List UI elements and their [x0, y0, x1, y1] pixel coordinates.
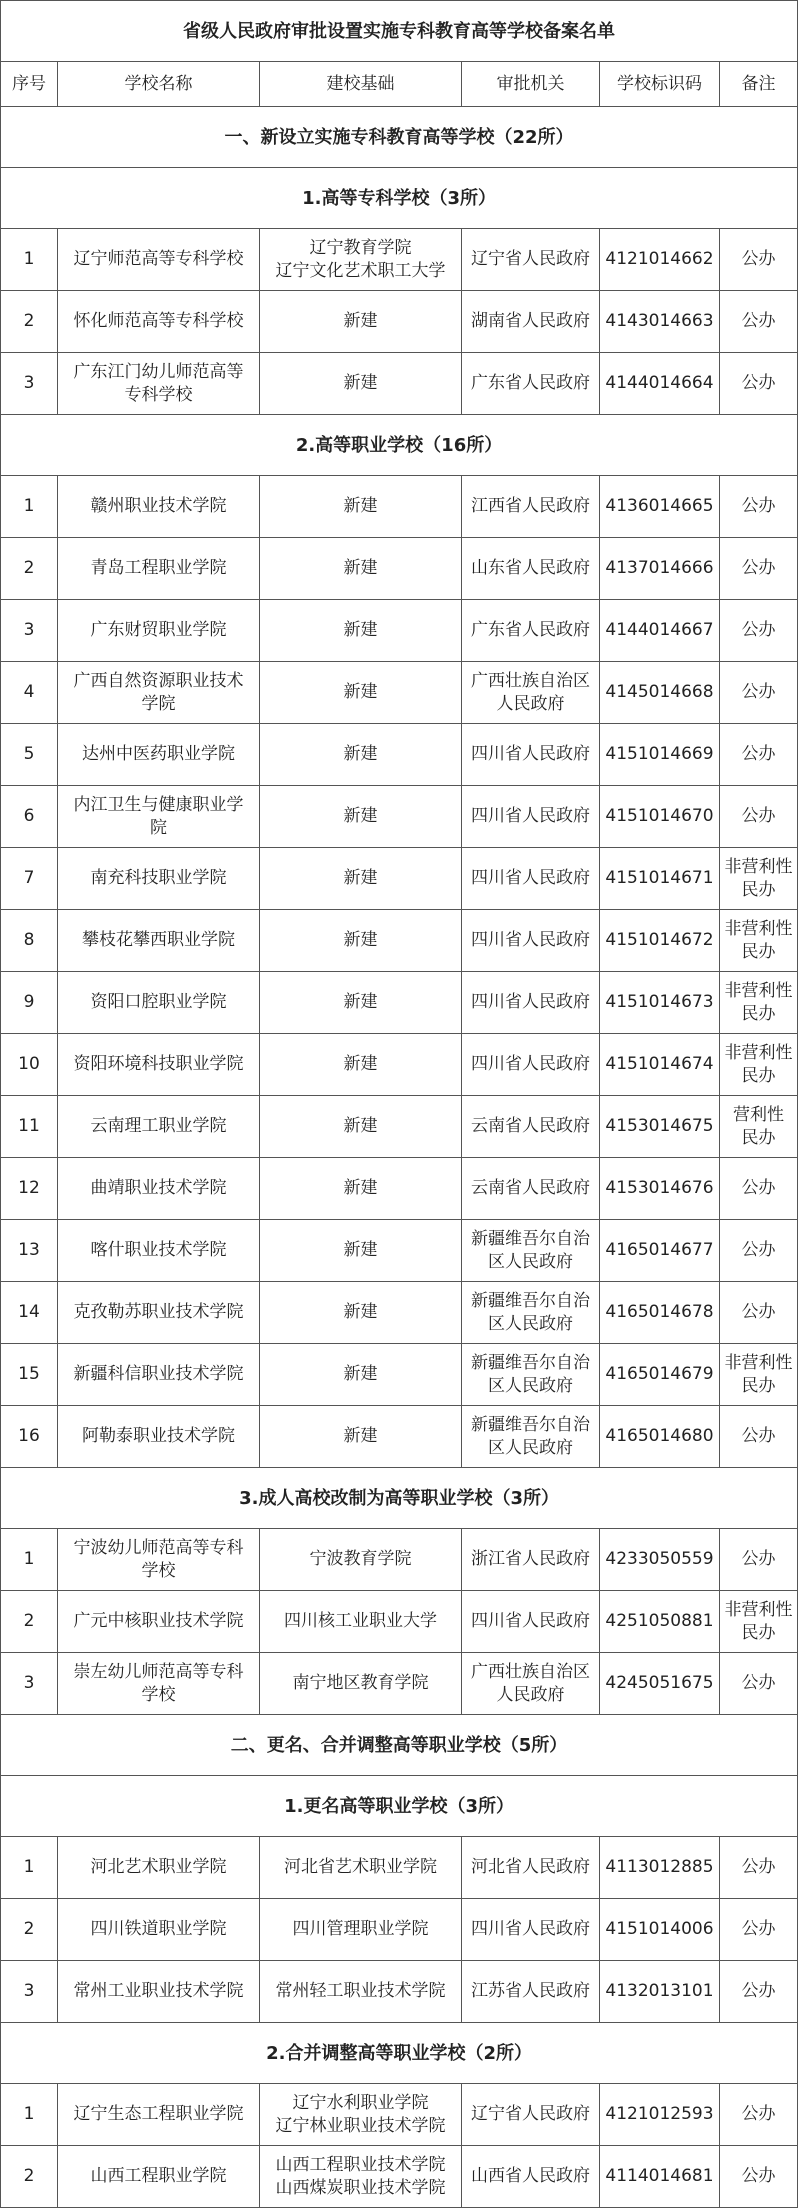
cell-approval-authority: 江苏省人民政府: [462, 1961, 600, 2023]
cell-school-code: 4245051675: [600, 1653, 720, 1715]
table-row: [1, 1282, 798, 1344]
table-title: 省级人民政府审批设置实施专科教育高等学校备案名单: [1, 1, 798, 62]
cell-remarks: 公办: [720, 1653, 798, 1715]
cell-row-index: 1: [1, 1837, 58, 1899]
cell-approval-authority: 广西壮族自治区 人民政府: [462, 662, 600, 724]
cell-row-index: 7: [1, 848, 58, 910]
cell-school-name: 常州工业职业技术学院: [58, 1961, 260, 2023]
table-row: [1, 1096, 798, 1158]
cell-row-index: 3: [1, 1961, 58, 2023]
cell-founding-basis: 新建: [260, 910, 462, 972]
cell-founding-basis: 辽宁教育学院 辽宁文化艺术职工大学: [260, 229, 462, 291]
cell-approval-authority: 新疆维吾尔自治 区人民政府: [462, 1220, 600, 1282]
cell-school-name: 云南理工职业学院: [58, 1096, 260, 1158]
cell-remarks: 公办: [720, 1529, 798, 1591]
cell-school-name: 阿勒泰职业技术学院: [58, 1406, 260, 1468]
cell-row-index: 2: [1, 291, 58, 353]
cell-row-index: 2: [1, 2146, 58, 2208]
cell-school-code: 4153014676: [600, 1158, 720, 1220]
cell-founding-basis: 新建: [260, 1034, 462, 1096]
cell-school-code: 4165014680: [600, 1406, 720, 1468]
cell-remarks: 公办: [720, 1220, 798, 1282]
cell-approval-authority: 四川省人民政府: [462, 1591, 600, 1653]
cell-founding-basis: 山西工程职业技术学院 山西煤炭职业技术学院: [260, 2146, 462, 2208]
cell-school-code: 4151014670: [600, 786, 720, 848]
subsection-heading: 2.合并调整高等职业学校（2所）: [1, 2023, 798, 2084]
cell-school-name: 怀化师范高等专科学校: [58, 291, 260, 353]
table-row: [1, 1961, 798, 2023]
column-header-remarks: 备注: [720, 62, 798, 107]
cell-remarks: 公办: [720, 353, 798, 415]
cell-row-index: 2: [1, 1899, 58, 1961]
cell-row-index: 13: [1, 1220, 58, 1282]
subsection-heading: 2.高等职业学校（16所）: [1, 415, 798, 476]
cell-founding-basis: 新建: [260, 972, 462, 1034]
cell-approval-authority: 辽宁省人民政府: [462, 229, 600, 291]
cell-founding-basis: 四川管理职业学院: [260, 1899, 462, 1961]
cell-remarks: 公办: [720, 1961, 798, 2023]
cell-founding-basis: 新建: [260, 1282, 462, 1344]
cell-row-index: 10: [1, 1034, 58, 1096]
table-row: [1, 229, 798, 291]
cell-school-code: 4137014666: [600, 538, 720, 600]
cell-founding-basis: 河北省艺术职业学院: [260, 1837, 462, 1899]
cell-remarks: 公办: [720, 1837, 798, 1899]
subsection-row: [1, 415, 798, 476]
cell-school-name: 新疆科信职业技术学院: [58, 1344, 260, 1406]
table-row: [1, 1406, 798, 1468]
column-header-school-name: 学校名称: [58, 62, 260, 107]
cell-remarks: 非营利性 民办: [720, 910, 798, 972]
cell-row-index: 12: [1, 1158, 58, 1220]
cell-school-code: 4151014006: [600, 1899, 720, 1961]
cell-row-index: 2: [1, 538, 58, 600]
cell-approval-authority: 四川省人民政府: [462, 848, 600, 910]
cell-approval-authority: 山东省人民政府: [462, 538, 600, 600]
cell-remarks: 公办: [720, 2084, 798, 2146]
cell-approval-authority: 云南省人民政府: [462, 1096, 600, 1158]
cell-founding-basis: 新建: [260, 662, 462, 724]
section-heading: 二、更名、合并调整高等职业学校（5所）: [1, 1715, 798, 1776]
cell-row-index: 14: [1, 1282, 58, 1344]
cell-school-code: 4233050559: [600, 1529, 720, 1591]
cell-row-index: 16: [1, 1406, 58, 1468]
table-row: [1, 600, 798, 662]
cell-school-code: 4151014674: [600, 1034, 720, 1096]
table-row: [1, 1158, 798, 1220]
cell-remarks: 公办: [720, 724, 798, 786]
cell-row-index: 8: [1, 910, 58, 972]
table-row: [1, 476, 798, 538]
cell-remarks: 公办: [720, 291, 798, 353]
cell-remarks: 公办: [720, 600, 798, 662]
cell-remarks: 公办: [720, 1406, 798, 1468]
cell-school-name: 宁波幼儿师范高等专科 学校: [58, 1529, 260, 1591]
cell-row-index: 3: [1, 1653, 58, 1715]
table-row: [1, 1653, 798, 1715]
cell-school-name: 四川铁道职业学院: [58, 1899, 260, 1961]
cell-school-code: 4121014662: [600, 229, 720, 291]
cell-remarks: 非营利性 民办: [720, 1591, 798, 1653]
cell-approval-authority: 湖南省人民政府: [462, 291, 600, 353]
cell-approval-authority: 浙江省人民政府: [462, 1529, 600, 1591]
cell-founding-basis: 常州轻工职业技术学院: [260, 1961, 462, 2023]
cell-row-index: 1: [1, 229, 58, 291]
cell-remarks: 公办: [720, 476, 798, 538]
table-row: [1, 2084, 798, 2146]
cell-row-index: 3: [1, 353, 58, 415]
cell-approval-authority: 四川省人民政府: [462, 724, 600, 786]
cell-school-name: 广东江门幼儿师范高等 专科学校: [58, 353, 260, 415]
table-row: [1, 662, 798, 724]
cell-approval-authority: 广东省人民政府: [462, 600, 600, 662]
column-header-approval-authority: 审批机关: [462, 62, 600, 107]
cell-school-name: 南充科技职业学院: [58, 848, 260, 910]
cell-founding-basis: 新建: [260, 786, 462, 848]
cell-remarks: 公办: [720, 1158, 798, 1220]
cell-approval-authority: 四川省人民政府: [462, 1899, 600, 1961]
cell-founding-basis: 新建: [260, 353, 462, 415]
cell-approval-authority: 山西省人民政府: [462, 2146, 600, 2208]
cell-approval-authority: 新疆维吾尔自治 区人民政府: [462, 1406, 600, 1468]
cell-school-code: 4144014667: [600, 600, 720, 662]
cell-approval-authority: 新疆维吾尔自治 区人民政府: [462, 1344, 600, 1406]
cell-founding-basis: 四川核工业职业大学: [260, 1591, 462, 1653]
cell-row-index: 1: [1, 1529, 58, 1591]
cell-row-index: 1: [1, 476, 58, 538]
cell-founding-basis: 新建: [260, 1096, 462, 1158]
table-row: [1, 910, 798, 972]
table-row: [1, 848, 798, 910]
cell-remarks: 非营利性 民办: [720, 972, 798, 1034]
subsection-row: [1, 1468, 798, 1529]
cell-school-name: 克孜勒苏职业技术学院: [58, 1282, 260, 1344]
cell-founding-basis: 新建: [260, 476, 462, 538]
cell-remarks: 公办: [720, 2146, 798, 2208]
cell-school-code: 4132013101: [600, 1961, 720, 2023]
table-row: [1, 724, 798, 786]
cell-school-code: 4151014672: [600, 910, 720, 972]
cell-remarks: 营利性 民办: [720, 1096, 798, 1158]
cell-approval-authority: 四川省人民政府: [462, 910, 600, 972]
cell-remarks: 公办: [720, 1282, 798, 1344]
cell-remarks: 公办: [720, 538, 798, 600]
cell-approval-authority: 广西壮族自治区 人民政府: [462, 1653, 600, 1715]
cell-remarks: 公办: [720, 1899, 798, 1961]
cell-founding-basis: 新建: [260, 848, 462, 910]
section-row: [1, 1715, 798, 1776]
cell-row-index: 11: [1, 1096, 58, 1158]
cell-school-name: 崇左幼儿师范高等专科 学校: [58, 1653, 260, 1715]
cell-school-name: 山西工程职业学院: [58, 2146, 260, 2208]
cell-school-code: 4151014671: [600, 848, 720, 910]
table-row: [1, 538, 798, 600]
cell-remarks: 公办: [720, 229, 798, 291]
table-row: [1, 1837, 798, 1899]
subsection-row: [1, 2023, 798, 2084]
cell-founding-basis: 新建: [260, 724, 462, 786]
subsection-heading: 3.成人高校改制为高等职业学校（3所）: [1, 1468, 798, 1529]
cell-school-name: 青岛工程职业学院: [58, 538, 260, 600]
cell-founding-basis: 宁波教育学院: [260, 1529, 462, 1591]
cell-founding-basis: 新建: [260, 291, 462, 353]
cell-approval-authority: 云南省人民政府: [462, 1158, 600, 1220]
cell-row-index: 2: [1, 1591, 58, 1653]
table-row: [1, 1529, 798, 1591]
cell-founding-basis: 新建: [260, 600, 462, 662]
column-header-founding-basis: 建校基础: [260, 62, 462, 107]
cell-approval-authority: 江西省人民政府: [462, 476, 600, 538]
cell-school-name: 资阳口腔职业学院: [58, 972, 260, 1034]
cell-remarks: 公办: [720, 662, 798, 724]
column-header-index: 序号: [1, 62, 58, 107]
cell-founding-basis: 辽宁水利职业学院 辽宁林业职业技术学院: [260, 2084, 462, 2146]
cell-school-name: 赣州职业技术学院: [58, 476, 260, 538]
table-row: [1, 353, 798, 415]
cell-school-name: 达州中医药职业学院: [58, 724, 260, 786]
cell-school-name: 广元中核职业技术学院: [58, 1591, 260, 1653]
cell-approval-authority: 四川省人民政府: [462, 786, 600, 848]
table-row: [1, 1344, 798, 1406]
cell-school-name: 内江卫生与健康职业学 院: [58, 786, 260, 848]
cell-approval-authority: 辽宁省人民政府: [462, 2084, 600, 2146]
cell-remarks: 非营利性 民办: [720, 1034, 798, 1096]
cell-founding-basis: 新建: [260, 1406, 462, 1468]
cell-school-code: 4251050881: [600, 1591, 720, 1653]
cell-school-code: 4165014679: [600, 1344, 720, 1406]
table-row: [1, 1034, 798, 1096]
section-heading: 一、新设立实施专科教育高等学校（22所）: [1, 107, 798, 168]
section-row: [1, 107, 798, 168]
cell-founding-basis: 新建: [260, 538, 462, 600]
cell-row-index: 1: [1, 2084, 58, 2146]
cell-school-code: 4114014681: [600, 2146, 720, 2208]
subsection-heading: 1.更名高等职业学校（3所）: [1, 1776, 798, 1837]
cell-approval-authority: 河北省人民政府: [462, 1837, 600, 1899]
table-row: [1, 1220, 798, 1282]
cell-school-name: 河北艺术职业学院: [58, 1837, 260, 1899]
cell-school-name: 喀什职业技术学院: [58, 1220, 260, 1282]
cell-row-index: 6: [1, 786, 58, 848]
cell-school-code: 4136014665: [600, 476, 720, 538]
subsection-row: [1, 168, 798, 229]
cell-approval-authority: 新疆维吾尔自治 区人民政府: [462, 1282, 600, 1344]
cell-founding-basis: 新建: [260, 1220, 462, 1282]
cell-school-name: 广西自然资源职业技术 学院: [58, 662, 260, 724]
cell-school-code: 4153014675: [600, 1096, 720, 1158]
table-title-row: [1, 1, 798, 62]
cell-school-code: 4121012593: [600, 2084, 720, 2146]
cell-approval-authority: 四川省人民政府: [462, 972, 600, 1034]
cell-school-code: 4144014664: [600, 353, 720, 415]
cell-school-name: 辽宁师范高等专科学校: [58, 229, 260, 291]
cell-remarks: 公办: [720, 786, 798, 848]
cell-row-index: 5: [1, 724, 58, 786]
cell-school-code: 4145014668: [600, 662, 720, 724]
cell-row-index: 4: [1, 662, 58, 724]
cell-founding-basis: 新建: [260, 1344, 462, 1406]
table-row: [1, 1899, 798, 1961]
cell-approval-authority: 四川省人民政府: [462, 1034, 600, 1096]
cell-founding-basis: 南宁地区教育学院: [260, 1653, 462, 1715]
subsection-heading: 1.高等专科学校（3所）: [1, 168, 798, 229]
cell-approval-authority: 广东省人民政府: [462, 353, 600, 415]
cell-remarks: 非营利性 民办: [720, 1344, 798, 1406]
table-row: [1, 786, 798, 848]
cell-school-name: 广东财贸职业学院: [58, 600, 260, 662]
cell-school-code: 4151014673: [600, 972, 720, 1034]
cell-row-index: 15: [1, 1344, 58, 1406]
table-row: [1, 1591, 798, 1653]
table-body: [1, 107, 798, 2208]
cell-school-name: 曲靖职业技术学院: [58, 1158, 260, 1220]
cell-remarks: 非营利性 民办: [720, 848, 798, 910]
cell-school-name: 资阳环境科技职业学院: [58, 1034, 260, 1096]
cell-school-code: 4165014678: [600, 1282, 720, 1344]
subsection-row: [1, 1776, 798, 1837]
cell-school-name: 攀枝花攀西职业学院: [58, 910, 260, 972]
cell-school-code: 4165014677: [600, 1220, 720, 1282]
column-header-school-code: 学校标识码: [600, 62, 720, 107]
table-header-row: [1, 62, 798, 107]
cell-school-name: 辽宁生态工程职业学院: [58, 2084, 260, 2146]
table-row: [1, 2146, 798, 2208]
table-row: [1, 972, 798, 1034]
cell-founding-basis: 新建: [260, 1158, 462, 1220]
cell-row-index: 9: [1, 972, 58, 1034]
cell-school-code: 4113012885: [600, 1837, 720, 1899]
cell-school-code: 4143014663: [600, 291, 720, 353]
cell-school-code: 4151014669: [600, 724, 720, 786]
cell-row-index: 3: [1, 600, 58, 662]
table-row: [1, 291, 798, 353]
